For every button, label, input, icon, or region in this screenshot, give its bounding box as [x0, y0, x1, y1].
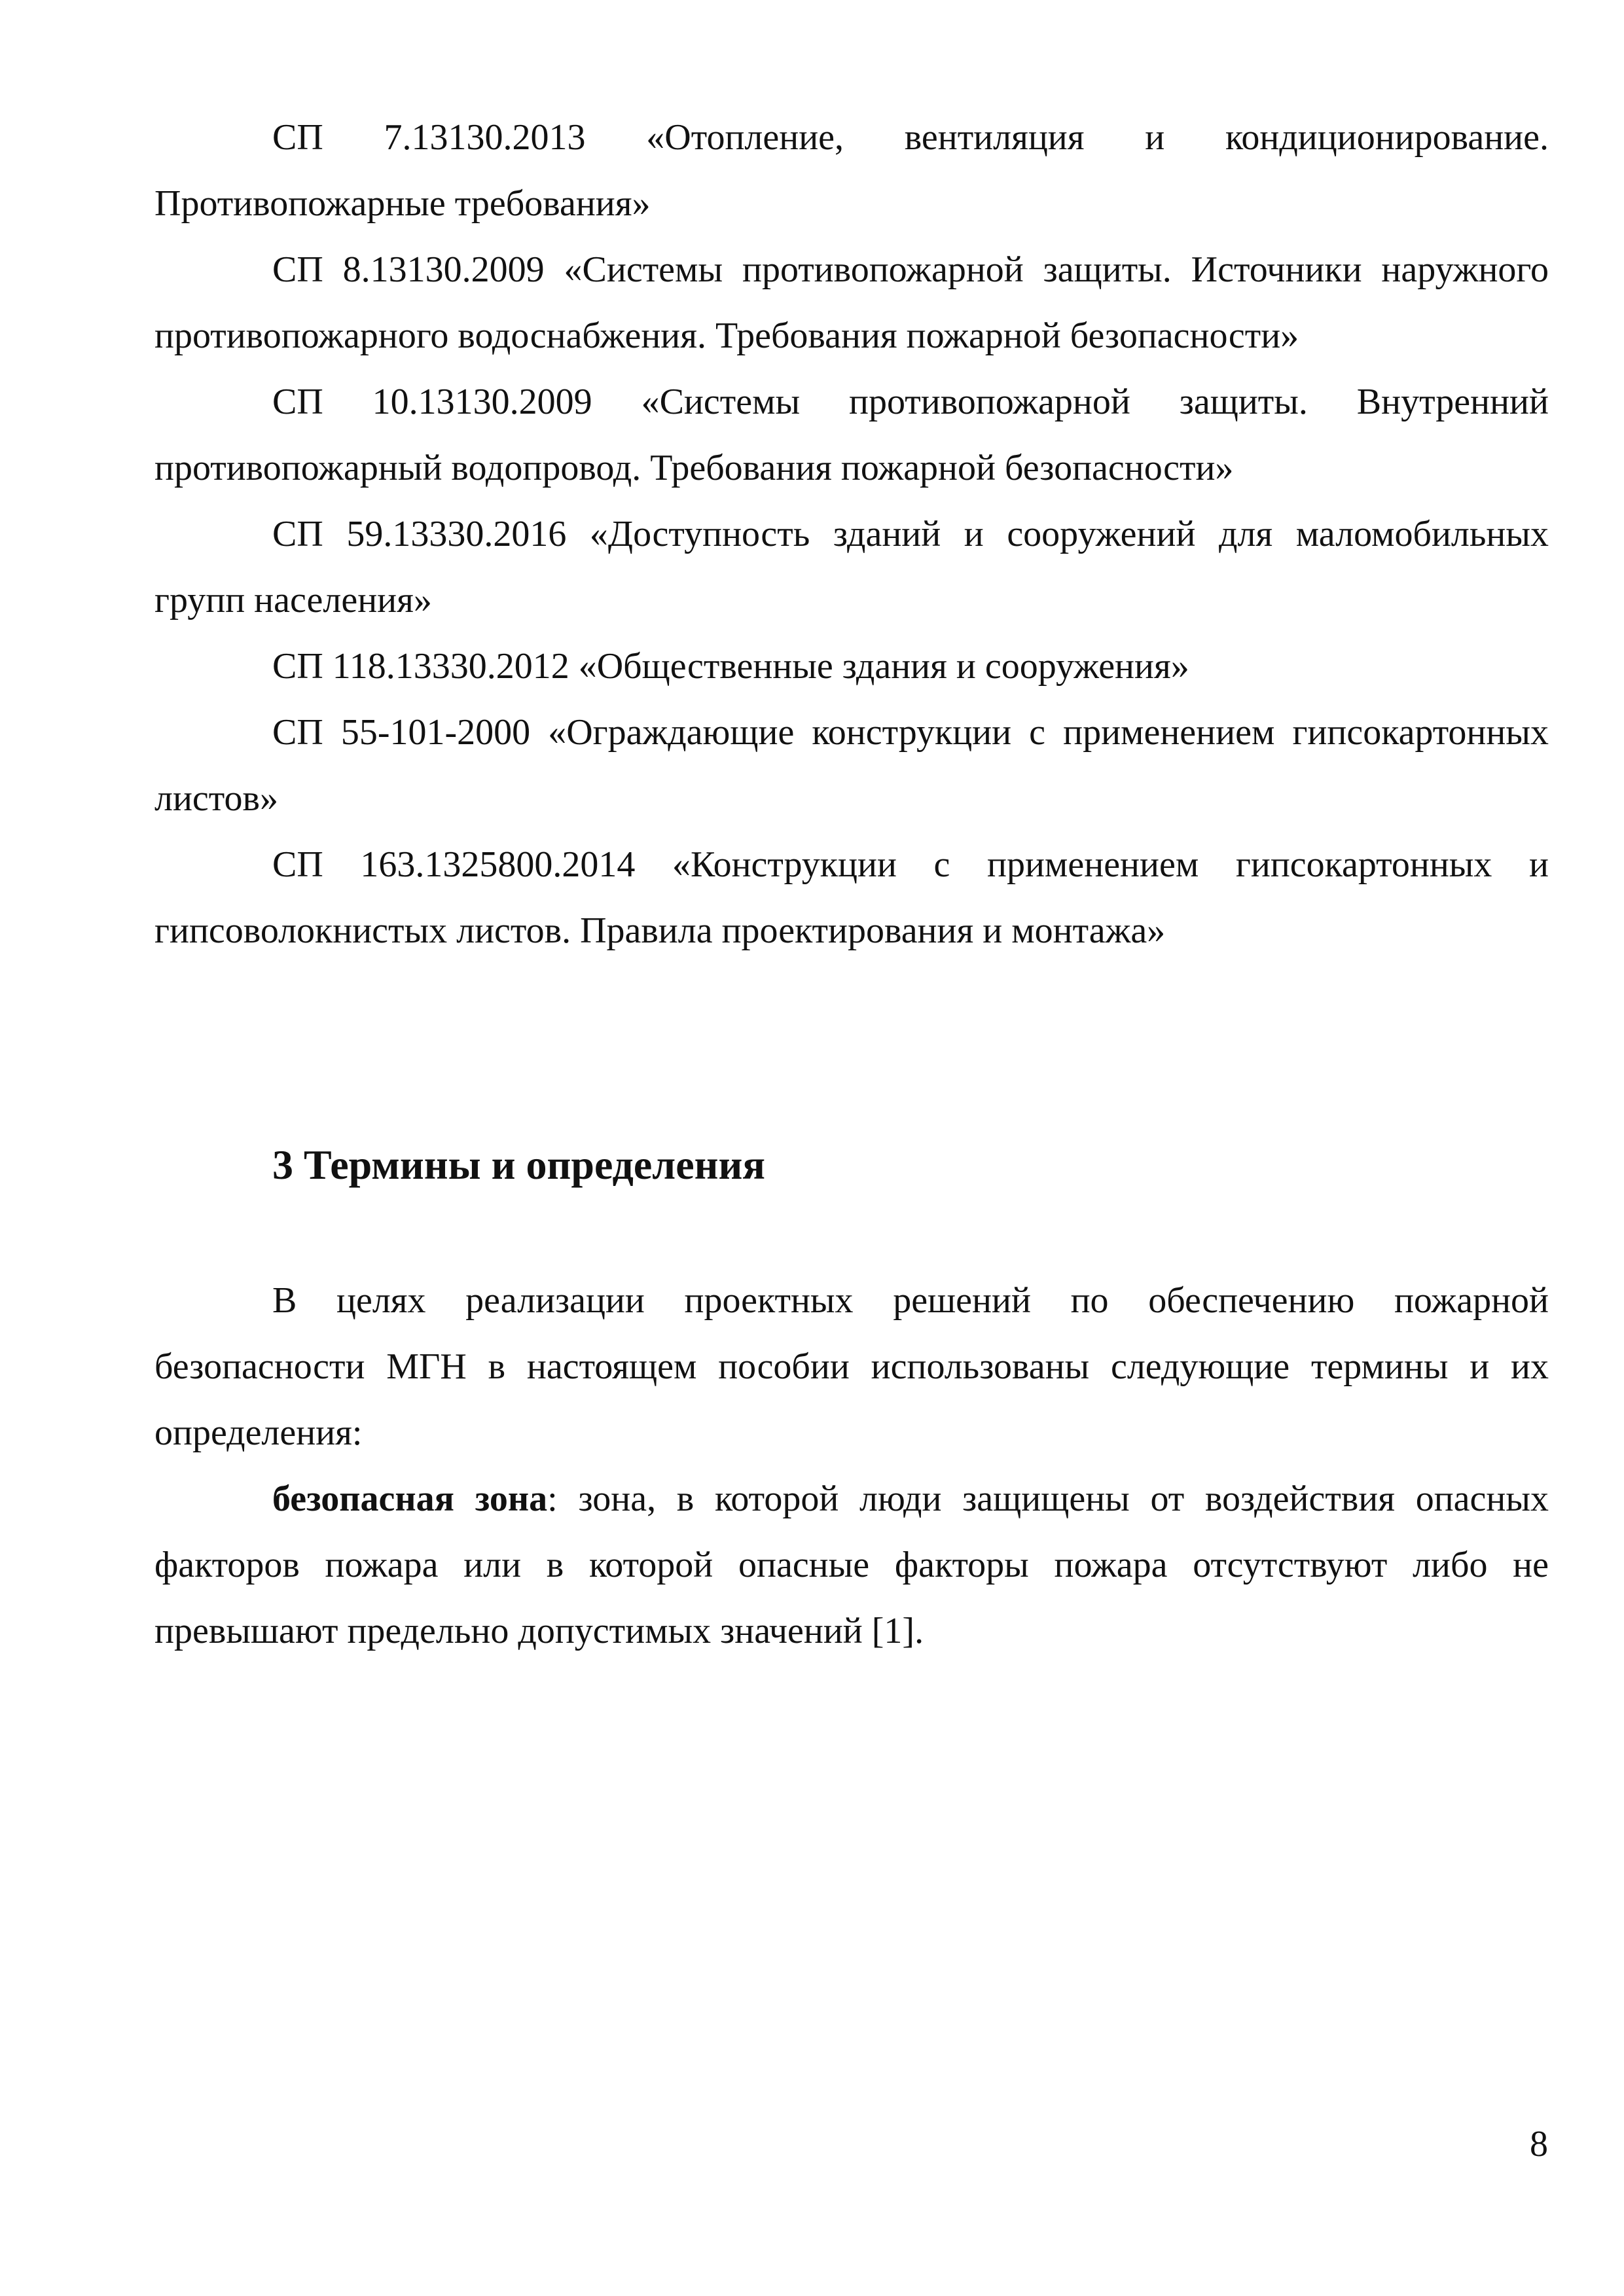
reference-item: СП 55-101-2000 «Ограждающие конструкции с применением гипсокартонных листов» [154, 712, 1549, 819]
reference-item: СП 8.13130.2009 «Системы противопожарной защиты. Источники наружного противопожарного водоснабжения. Требования пожарной безопасности» [154, 249, 1549, 356]
reference-list [154, 105, 1549, 964]
reference-item: СП 7.13130.2013 «Отопление, вентиляция и кондиционирование. Противопожарные требования» [154, 117, 1549, 224]
definition-term: безопасная зона [272, 1479, 548, 1519]
intro-paragraph: В целях реализации проектных решений по обеспечению пожарной безопасности МГН в настоящем пособии использованы следующие термины и их определения: [154, 1280, 1549, 1453]
reference-item: СП 10.13130.2009 «Системы противопожарной защиты. Внутренний противопожарный водопровод. Требования пожарной безопасности» [154, 382, 1549, 488]
section-heading: 3 Термины и определения [272, 1141, 765, 1188]
reference-item: СП 59.13330.2016 «Доступность зданий и сооружений для маломобильных групп населения» [154, 514, 1549, 620]
definition-text: зона, в которой люди защищены от воздействия опасных факторов пожара или в которой опасные факторы пожара отсутствуют либо не превышают предельно допустимых значений [1]. [154, 1479, 1549, 1651]
reference-item: СП 118.13330.2012 «Общественные здания и сооружения» [272, 646, 1189, 687]
definition-paragraph [154, 1466, 1549, 1664]
reference-item: СП 163.1325800.2014 «Конструкции с применением гипсокартонных и гипсоволокнистых листов. Правила проектирования и монтажа» [154, 844, 1549, 951]
page-number: 8 [1530, 2124, 1548, 2164]
section-body [154, 1268, 1549, 1664]
definition-separator: : [547, 1479, 558, 1519]
